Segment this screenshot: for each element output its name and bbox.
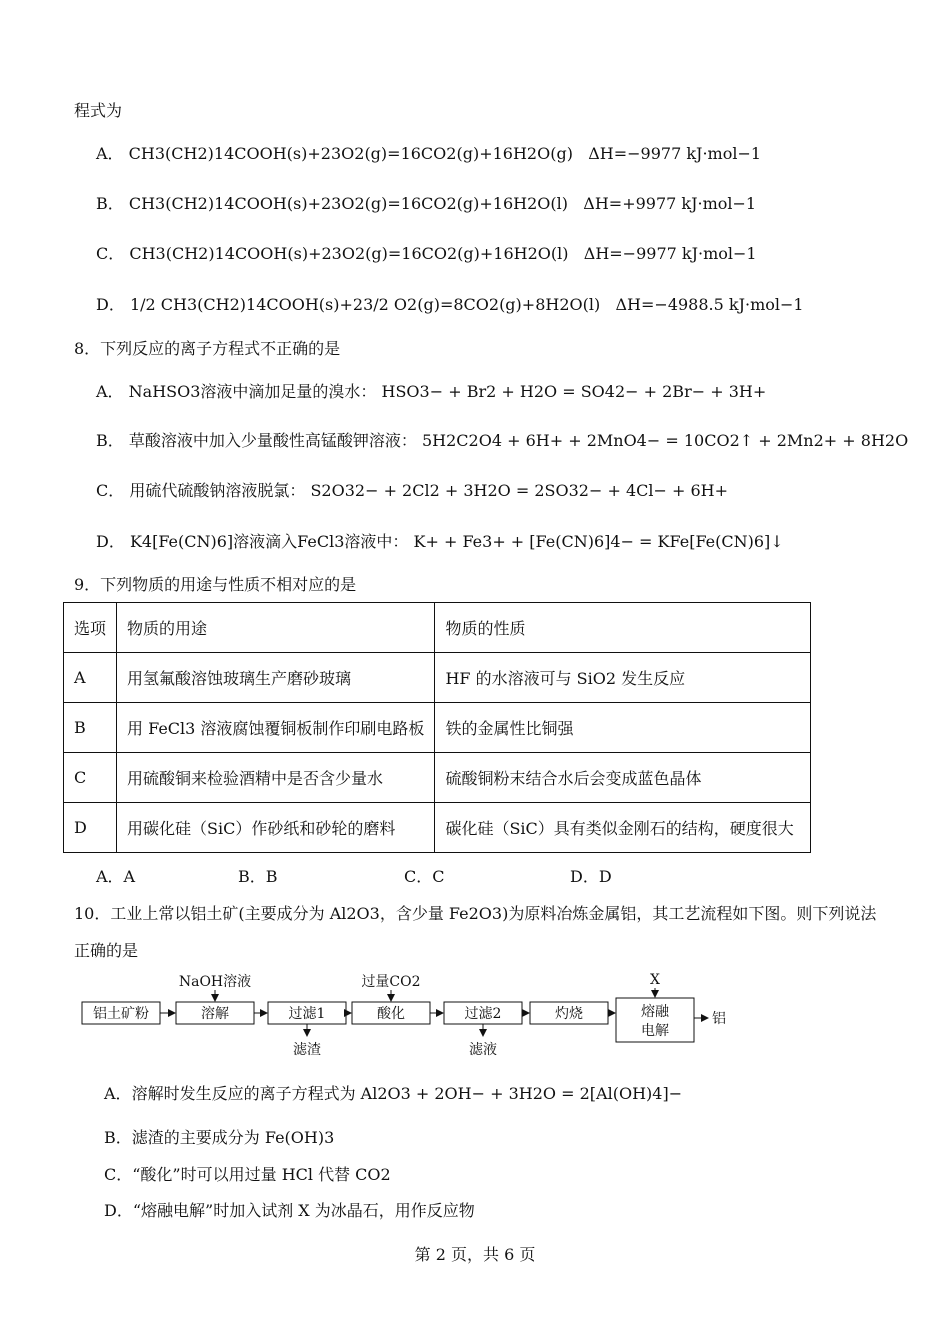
table-cell: 用 FeCl3 溶液腐蚀覆铜板制作印刷电路板 <box>117 703 435 753</box>
table-row <box>64 703 811 753</box>
q8-option-c-text: 用硫代硫酸钠溶液脱氯： <box>129 481 306 500</box>
q8-option-c-equation: S2O32− + 2Cl2 + 3H2O = 2SO32− + 4Cl− + 6H+ <box>310 481 729 500</box>
q7-option-b-label: B． <box>96 194 124 213</box>
q7-option-d-equation: 1/2 CH3(CH2)14COOH(s)+23/2 O2(g)=8CO2(g)+8H2O(l) <box>129 295 601 314</box>
q8-option-d-text: K4[Fe(CN)6]溶液滴入FeCl3溶液中： <box>129 532 409 551</box>
q10-option-d-text: “熔融电解”时加入试剂 X 为冰晶石，用作反应物 <box>132 1201 475 1220</box>
q8-option-a <box>96 381 766 403</box>
table-header-cell: 物质的用途 <box>117 603 435 653</box>
q8-option-d <box>96 531 784 553</box>
page-footer: 第 2 页，共 6 页 <box>414 1245 536 1264</box>
table-cell: 用硫酸铜来检验酒精中是否含少量水 <box>117 753 435 803</box>
table-header-row <box>64 603 811 653</box>
q8-option-b <box>96 430 908 452</box>
q10-stem-line2: 正确的是 <box>74 941 139 960</box>
q8-stem: 8．下列反应的离子方程式不正确的是 <box>74 339 341 358</box>
flow-box-electrolysis-label-1: 熔融 <box>641 1004 669 1020</box>
table-header-cell: 选项 <box>64 603 117 653</box>
table-cell: B <box>64 703 117 753</box>
q8-option-a-label: A． <box>96 382 124 401</box>
flow-box-filter1-label: 过滤1 <box>288 1006 326 1022</box>
flow-box-calcine-label: 灼烧 <box>555 1006 583 1022</box>
q10-option-b-label: B． <box>104 1128 132 1147</box>
table-cell: 铁的金属性比铜强 <box>435 703 811 753</box>
q9-table <box>63 602 811 853</box>
flow-input-co2: 过量CO2 <box>361 974 421 990</box>
q9-answer-c: C．C <box>404 867 445 886</box>
flow-box-dissolve-label: 溶解 <box>201 1006 229 1022</box>
q9-stem: 9．下列物质的用途与性质不相对应的是 <box>74 575 357 594</box>
q8-option-b-text: 草酸溶液中加入少量酸性高锰酸钾溶液： <box>128 431 417 450</box>
q10-option-d-label: D． <box>104 1201 133 1220</box>
q10-stem-line1: 10．工业上常以铝土矿(主要成分为 Al2O3，含少量 Fe2O3)为原料冶炼金属铝，其工艺流程如下图。则下列说法 <box>74 904 877 923</box>
q7-option-a-dh: ΔH=−9977 kJ·mol−1 <box>588 144 762 163</box>
q9-answer-b: B．B <box>238 867 278 886</box>
q7-option-b-equation: CH3(CH2)14COOH(s)+23O2(g)=16CO2(g)+16H2O(l) <box>128 194 569 213</box>
table-cell: HF 的水溶液可与 SiO2 发生反应 <box>435 653 811 703</box>
table-cell: 用碳化硅（SiC）作砂纸和砂轮的磨料 <box>117 803 435 853</box>
q8-option-b-equation: 5H2C2O4 + 6H+ + 2MnO4− = 10CO2↑ + 2Mn2+ + 8H2O <box>421 431 909 450</box>
table-cell: 硫酸铜粉末结合水后会变成蓝色晶体 <box>435 753 811 803</box>
q10-option-a-label: A． <box>104 1084 132 1103</box>
q8-option-c <box>96 480 728 502</box>
q10-option-c-text: “酸化”时可以用过量 HCl 代替 CO2 <box>132 1165 391 1184</box>
q7-option-a <box>96 143 761 165</box>
q7-option-b-dh: ΔH=+9977 kJ·mol−1 <box>583 194 757 213</box>
q7-option-c-dh: ΔH=−9977 kJ·mol−1 <box>583 244 757 263</box>
flow-box-electrolysis-label-2: 电解 <box>641 1023 669 1039</box>
q8-option-a-text: NaHSO3溶液中滴加足量的溴水： <box>128 382 377 401</box>
q7-option-c-equation: CH3(CH2)14COOH(s)+23O2(g)=16CO2(g)+16H2O(l) <box>129 244 569 263</box>
q7-option-a-equation: CH3(CH2)14COOH(s)+23O2(g)=16CO2(g)+16H2O(g) <box>128 144 573 163</box>
q10-option-a <box>104 1083 682 1105</box>
table-cell: 碳化硅（SiC）具有类似金刚石的结构，硬度很大 <box>435 803 811 853</box>
table-row <box>64 803 811 853</box>
q7-option-d <box>96 294 804 316</box>
q7-option-d-label: D． <box>96 295 125 314</box>
q10-option-d <box>104 1200 475 1222</box>
q9-answer-a: A．A <box>96 867 136 886</box>
q8-option-d-equation: K+ + Fe3+ + [Fe(CN)6]4− = KFe[Fe(CN)6]↓ <box>413 532 784 551</box>
flow-output-aluminum: 铝 <box>712 1011 726 1027</box>
q7-option-a-label: A． <box>96 144 124 163</box>
process-flow-diagram <box>60 964 760 1064</box>
q8-option-d-label: D． <box>96 532 125 551</box>
q8-option-c-label: C． <box>96 481 125 500</box>
flow-box-filter2-label: 过滤2 <box>464 1006 502 1022</box>
q8-option-b-label: B． <box>96 431 124 450</box>
q8-option-a-equation: HSO3− + Br2 + H2O = SO42− + 2Br− + 3H+ <box>381 382 767 401</box>
flow-output-filtrate: 滤液 <box>469 1042 497 1058</box>
table-header-cell: 物质的性质 <box>435 603 811 653</box>
q10-option-b <box>104 1127 334 1149</box>
q10-option-c <box>104 1164 391 1186</box>
table-cell: 用氢氟酸溶蚀玻璃生产磨砂玻璃 <box>117 653 435 703</box>
table-cell: C <box>64 753 117 803</box>
q10-option-a-text: 溶解时发生反应的离子方程式为 Al2O3 + 2OH− + 3H2O = 2[Al(OH)4]− <box>131 1084 683 1103</box>
flow-box-ore-label: 铝土矿粉 <box>93 1006 149 1022</box>
flow-output-residue: 滤渣 <box>293 1042 321 1058</box>
q7-stem-tail: 程式为 <box>74 101 123 120</box>
q9-answer-d: D．D <box>570 867 612 886</box>
flow-input-x: X <box>650 972 660 988</box>
flow-input-naoh: NaOH溶液 <box>178 974 252 990</box>
q7-option-b <box>96 193 756 215</box>
q7-option-c-label: C． <box>96 244 125 263</box>
table-row <box>64 753 811 803</box>
q10-option-c-label: C． <box>104 1165 133 1184</box>
table-cell: A <box>64 653 117 703</box>
q7-option-c <box>96 243 757 265</box>
q7-option-d-dh: ΔH=−4988.5 kJ·mol−1 <box>615 295 804 314</box>
q10-option-b-text: 滤渣的主要成分为 Fe(OH)3 <box>131 1128 335 1147</box>
table-row <box>64 653 811 703</box>
flow-box-acidify-label: 酸化 <box>377 1006 405 1022</box>
table-cell: D <box>64 803 117 853</box>
